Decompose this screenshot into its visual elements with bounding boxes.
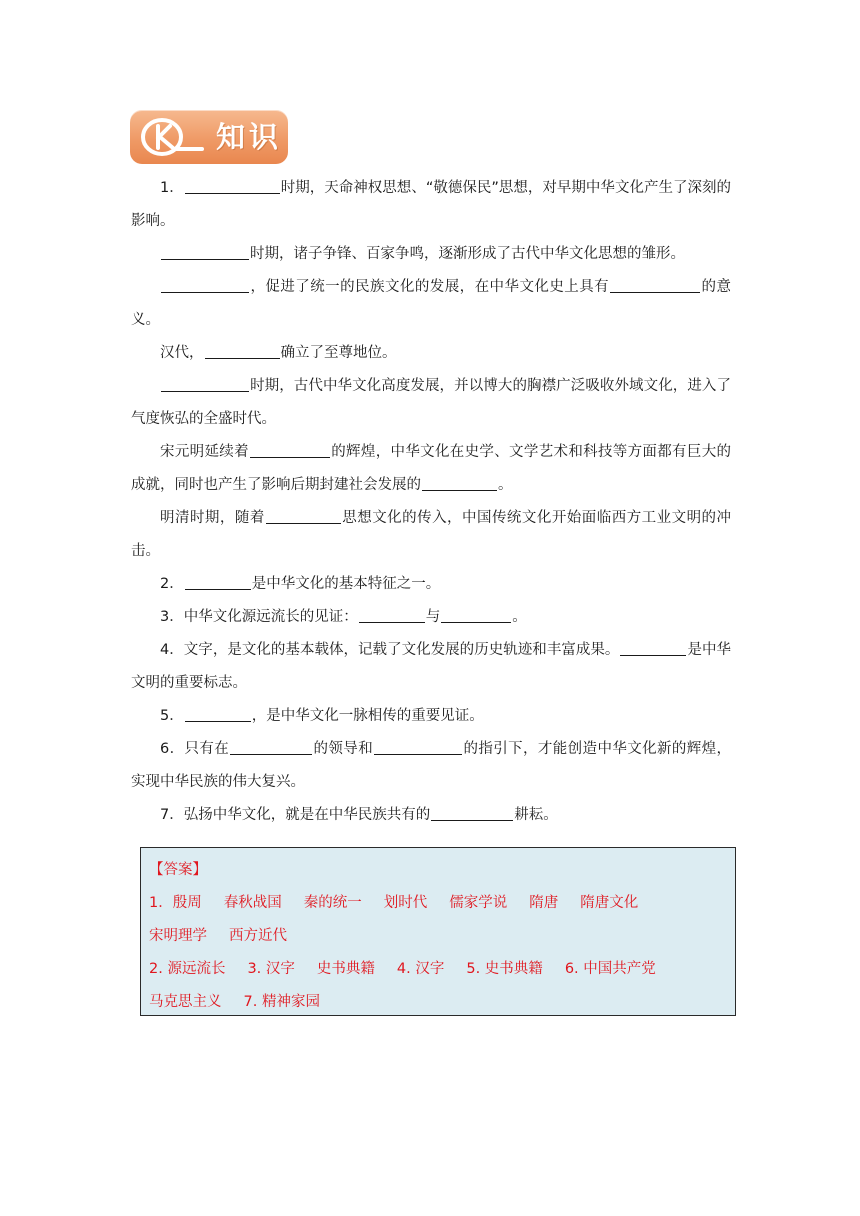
question-text: 与 — [425, 609, 441, 625]
answer-item: 史书典籍 — [316, 961, 375, 977]
answer-item: 7. 精神家园 — [243, 994, 320, 1010]
answer-item: 春秋战国 — [223, 895, 282, 911]
fill-blank — [441, 606, 511, 623]
question-text: 。 — [498, 477, 513, 493]
question-text: 思想文化的传入，中国传统文化开始面临西方工业文明的冲击。 — [131, 510, 732, 559]
question-1b — [131, 238, 731, 271]
question-1e — [131, 370, 731, 436]
question-text: 的指引下，才能创造中华文化新的辉煌，实现中华民族的伟大复兴。 — [131, 741, 732, 790]
question-text: 时期，天命神权思想、“敬德保民”思想，对早期中华文化产生了深刻的影响。 — [131, 180, 731, 229]
question-text: 时期，诸子争锋、百家争鸣，逐渐形成了古代中华文化思想的雏形。 — [250, 246, 685, 262]
question-7 — [131, 799, 731, 832]
answer-item: 6. 中国共产党 — [564, 961, 656, 977]
question-text: 耕耘。 — [514, 807, 558, 823]
question-text: 汉代， — [160, 345, 204, 361]
k-logo-icon — [140, 117, 204, 157]
answer-line-1 — [149, 887, 727, 953]
answer-item: 隋唐 — [529, 895, 559, 911]
answer-line-2 — [149, 953, 727, 1019]
fill-blank — [431, 804, 513, 821]
question-1f — [131, 436, 731, 502]
question-text: 的辉煌，中华文化在史学、文学艺术和科技等方面都有巨大的成就，同时也产生了影响后期封建社会发展的 — [131, 444, 732, 493]
question-text: 。 — [512, 609, 527, 625]
answer-item: 3. 汉字 — [247, 961, 295, 977]
question-1d — [131, 337, 731, 370]
fill-blank — [250, 441, 330, 458]
question-1g — [131, 502, 731, 568]
question-1c — [131, 271, 731, 337]
question-text: 是中华文明的重要标志。 — [131, 642, 732, 691]
question-text: 是中华文化的基本特征之一。 — [251, 576, 441, 592]
answer-item: 2. 源远流长 — [149, 961, 226, 977]
question-3 — [131, 601, 731, 634]
question-2 — [131, 568, 731, 601]
fill-blank — [185, 705, 251, 722]
question-number: 5． — [160, 708, 184, 724]
fill-blank — [161, 375, 249, 392]
question-text: 3．中华文化源远流长的见证： — [160, 609, 358, 625]
answer-item: 儒家学说 — [449, 895, 508, 911]
question-text: ，促进了统一的民族文化的发展，在中华文化史上具有 — [250, 279, 610, 295]
fill-blank — [266, 507, 341, 524]
fill-blank — [374, 738, 462, 755]
answer-item: 秦的统一 — [303, 895, 362, 911]
question-text: 4．文字，是文化的基本载体，记载了文化发展的历史轨迹和丰富成果。 — [160, 642, 620, 658]
question-5 — [131, 700, 731, 733]
fill-blank — [359, 606, 425, 623]
answer-item: 4. 汉字 — [396, 961, 445, 977]
question-1 — [131, 172, 731, 238]
fill-blank — [205, 342, 280, 359]
answer-title: 【答案】 — [149, 862, 207, 878]
fill-blank — [422, 474, 497, 491]
question-4 — [131, 634, 731, 700]
fill-blank — [230, 738, 312, 755]
answer-item: 5. 史书典籍 — [466, 961, 543, 977]
question-6 — [131, 733, 731, 799]
question-text: 宋元明延续着 — [160, 444, 249, 460]
fill-blank — [161, 276, 249, 293]
question-list — [131, 172, 731, 832]
question-text: 的领导和 — [313, 741, 374, 757]
question-text: 确立了至尊地位。 — [280, 345, 397, 361]
question-text: 6．只有在 — [160, 741, 230, 757]
knowledge-badge — [130, 110, 288, 164]
question-text: 的意义。 — [131, 279, 731, 328]
badge-title: 知识 — [216, 120, 283, 154]
question-text: 明清时期，随着 — [160, 510, 265, 526]
fill-blank — [185, 573, 251, 590]
question-text: ，是中华文化一脉相传的重要见证。 — [251, 708, 484, 724]
fill-blank — [610, 276, 700, 293]
answer-item: 西方近代 — [229, 928, 287, 944]
question-text: 时期，古代中华文化高度发展，并以博大的胸襟广泛吸收外域文化，进入了气度恢弘的全盛时代。 — [131, 378, 731, 427]
fill-blank — [185, 177, 280, 194]
answer-item: 划时代 — [383, 895, 428, 911]
answer-box — [140, 847, 736, 1016]
answer-item: 1．殷周 — [149, 895, 202, 911]
answer-item: 马克思主义 — [149, 994, 222, 1010]
question-number: 2． — [160, 576, 184, 592]
answer-item: 宋明理学 — [149, 928, 207, 944]
answer-item: 隋唐文化 — [580, 895, 639, 911]
question-number: 1． — [160, 180, 184, 196]
fill-blank — [161, 243, 249, 260]
question-text: 7．弘扬中华文化，就是在中华民族共有的 — [160, 807, 431, 823]
fill-blank — [620, 639, 686, 656]
